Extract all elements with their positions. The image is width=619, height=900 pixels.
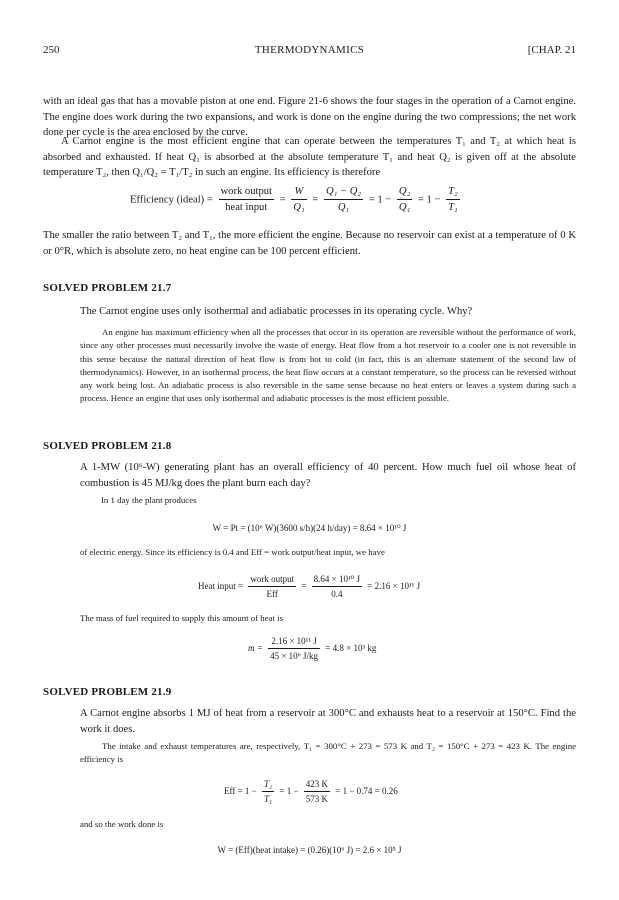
fraction-kelvin: $\frac{423 K}{573 K}$ [305, 779, 329, 804]
problem-21-8-line-3: The mass of fuel required to supply this amount of heat is [80, 613, 284, 623]
problem-21-7-answer: An engine has maximum efficiency when all the processes that occur in its operation are reversible without the performance of work, since any other processes must necessarily involve the waste of energy. Heat flow from a hot reservoir to a cooler one is not reversible in this sense because the natural direction of heat flow is from hot to cold (in fact, this is an alternate statement of the second law of thermodynamics). However, in an isothermal process, the heat flow occurs at a constant temperature, so the process can be reversed without any work being lost. An adiabatic process is also reversible in the same sense because no heat enters or leaves a system during such a process. Hence an engine that uses only isothermal and adiabatic processes is the most efficient possible. [80, 327, 576, 404]
chapter-label: [CHAP. 21 [527, 44, 576, 56]
fraction-value-eff: $\frac{\text{8.64 × 10¹⁰ J}}{0.4}$ [313, 574, 361, 599]
fraction-t2-t1: $\frac{\text{T₂}}{\text{T₁}}$ [448, 186, 458, 213]
mass-equation: m = $\frac{\text{2.16 × 10¹¹ J}}{\text{45 × 10⁶ J/kg}}$ = 4.8 × 10³ kg [248, 636, 377, 661]
intro-paragraph-1: with an ideal gas that has a movable piston at one end. Figure 21-6 shows the four stages in the operation of a Carnot engine. The engine does work during the two expansions, and work is done on the engine during the two compressions; the net work done per cycle is the area enclosed by the curve. [43, 96, 576, 138]
fraction-work-eff: $\frac{\text{work output}}{\text{Eff}}$ [250, 574, 295, 599]
efficiency-equation: Efficiency (ideal) = $\frac{\text{work output}}{\text{heat input}}$ = $\frac{W}{\text{Q₁}}$ = $\frac{\text{Q₁ − Q₂}}{\text{Q₁}}$ = 1 − $\frac{\text{Q₂}}{\text{Q₁}}$ = 1 − $\frac{\text{T₂}}{\text{T₁}}$ [130, 186, 458, 213]
intro-paragraph-3: The smaller the ratio between T₂ and T₁, the more efficient the engine. Because no reservoir can exist at a temperature of 0 K or 0°R, which is absolute zero, no heat engine can be 100 percent efficient. [43, 230, 576, 257]
fraction-t2-t1-small: $\frac{\text{T₂}}{\text{T₁}}$ [263, 779, 273, 804]
fraction-q2-q1: $\frac{\text{Q₂}}{\text{Q₁}}$ [398, 186, 411, 213]
work-done-equation: W = (Eff)(heat intake) = (0.26)(10⁶ J) = 2.6 × 10⁵ J [217, 845, 402, 855]
problem-21-8-line-2: of electric energy. Since its efficiency is 0.4 and Eff = work output/heat input, we have [80, 547, 385, 557]
eq-lhs: Efficiency (ideal) = [130, 194, 213, 206]
fraction-w-q1: $\frac{W}{\text{Q₁}}$ [293, 186, 305, 213]
fraction-heat-combustion: $\frac{\text{2.16 × 10¹¹ J}}{\text{45 × 10⁶ J/kg}}$ [270, 636, 319, 661]
intro-paragraph-2: A Carnot engine is the most efficient engine that can operate between the temperatures T₁ and T₂ at which heat is absorbed and exhausted. If heat Q₁ is absorbed at the absolute temperature T₁ and heat Q₂ is given off at the absolute temperature T₂, then Q₁/Q₂ = T₁/T₂ in such an engine. Its efficiency is therefore [43, 136, 576, 178]
problem-21-7-heading: SOLVED PROBLEM 21.7 [43, 282, 172, 294]
problem-21-9-line-1: The intake and exhaust temperatures are, respectively, T₁ = 300°C + 273 = 573 K and T₂ = 150°C + 273 = 423 K. The engine efficiency is [80, 741, 576, 765]
problem-21-8-line-1: In 1 day the plant produces [101, 495, 197, 505]
problem-21-8-equation-1: W = Pt = (10⁶ W)(3600 s/h)(24 h/day) = 8.64 × 10¹⁰ J [212, 523, 407, 533]
problem-21-9-line-2: and so the work done is [80, 819, 164, 829]
fraction-work-heat: $\frac{\text{work output}}{\text{heat input}}$ [220, 186, 272, 213]
problem-21-8-question: A 1-MW (10⁶-W) generating plant has an overall efficiency of 40 percent. How much fuel oil whose heat of combustion is 45 MJ/kg does the plant burn each day? [80, 462, 576, 489]
fraction-q-diff: $\frac{\text{Q₁ − Q₂}}{\text{Q₁}}$ [325, 186, 362, 213]
page-number: 250 [43, 44, 60, 56]
problem-21-8-heading: SOLVED PROBLEM 21.8 [43, 440, 172, 452]
problem-21-7-question: The Carnot engine uses only isothermal and adiabatic processes in its operating cycle. Why? [80, 306, 473, 317]
problem-21-9-question: A Carnot engine absorbs 1 MJ of heat from a reservoir at 300°C and exhausts heat to a reservoir at 150°C. Find the work it does. [80, 708, 576, 735]
running-title: THERMODYNAMICS [254, 44, 365, 56]
heat-input-equation: Heat input = $\frac{\text{work output}}{\text{Eff}}$ = $\frac{\text{8.64 × 10¹⁰ J}}{0.4}$ = 2.16 × 10¹¹ J [198, 574, 421, 599]
carnot-efficiency-equation: Eff = 1 − $\frac{\text{T₂}}{\text{T₁}}$ = 1 − $\frac{423 K}{573 K}$ = 1 − 0.74 = 0.26 [224, 779, 398, 804]
problem-21-9-heading: SOLVED PROBLEM 21.9 [43, 686, 172, 698]
